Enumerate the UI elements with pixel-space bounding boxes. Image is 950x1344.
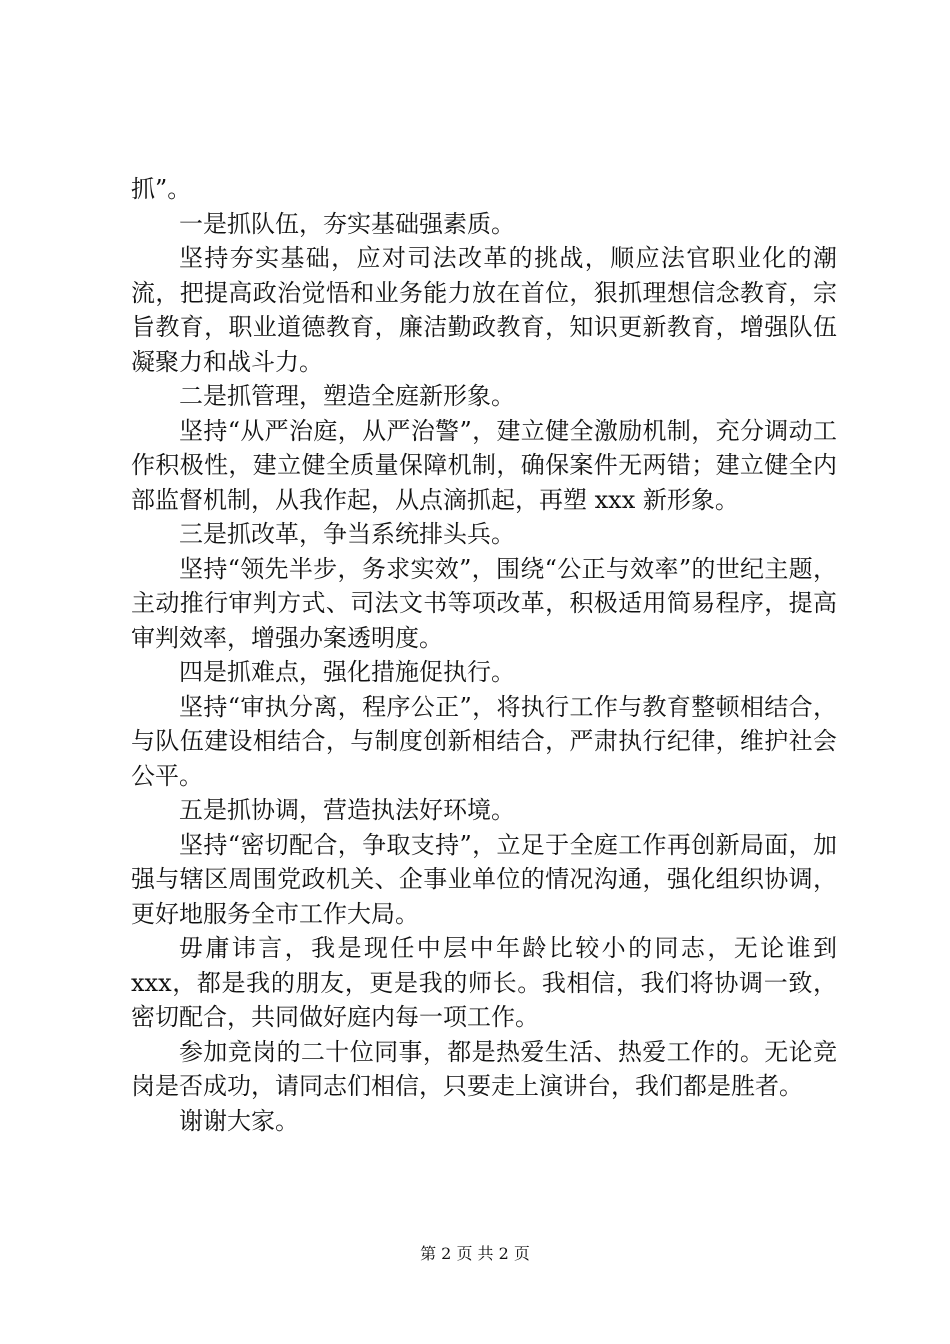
paragraph: 坚持“审执分离，程序公正”，将执行工作与教育整顿相结合，与队伍建设相结合，与制度创新相结合，严肃执行纪律，维护社会公平。	[131, 692, 837, 790]
paragraph: 坚持“密切配合，争取支持”，立足于全庭工作再创新局面，加强与辖区周围党政机关、企事业单位的情况沟通，强化组织协调，更好地服务全市工作大局。	[131, 830, 837, 928]
paragraph-heading: 四是抓难点，强化措施促执行。	[179, 658, 515, 686]
paragraph-heading: 三是抓改革，争当系统排头兵。	[179, 520, 515, 548]
page-footer: 第 2 页 共 2 页	[420, 1244, 530, 1263]
paragraph: 毋庸讳言，我是现任中层中年龄比较小的同志，无论谁到 xxx，都是我的朋友，更是我的师长。我相信，我们将协调一致，密切配合，共同做好庭内每一项工作。	[131, 934, 837, 1031]
paragraph-heading: 五是抓协调，营造执法好环境。	[179, 796, 515, 824]
paragraph: 坚持“领先半步，务求实效”，围绕“公正与效率”的世纪主题，主动推行审判方式、司法文书等项改革，积极适用简易程序，提高审判效率，增强办案透明度。	[131, 554, 837, 652]
paragraph: 坚持夯实基础，应对司法改革的挑战，顺应法官职业化的潮流，把提高政治觉悟和业务能力放在首位，狠抓理想信念教育，宗旨教育，职业道德教育，廉洁勤政教育，知识更新教育，增强队伍凝聚力和战斗力。	[131, 244, 837, 376]
paragraph: 抓”。	[131, 175, 192, 203]
paragraph: 参加竞岗的二十位同事，都是热爱生活、热爱工作的。无论竞岗是否成功，请同志们相信，只要走上演讲台，我们都是胜者。	[131, 1037, 837, 1100]
paragraph-closing: 谢谢大家。	[179, 1106, 299, 1135]
document-body	[131, 172, 837, 1138]
paragraph-heading: 二是抓管理，塑造全庭新形象。	[179, 382, 515, 410]
paragraph: 坚持“从严治庭，从严治警”，建立健全激励机制，充分调动工作积极性，建立健全质量保障机制，确保案件无两错；建立健全内部监督机制，从我作起，从点滴抓起，再塑 xxx 新形象。	[131, 416, 837, 514]
paragraph-heading: 一是抓队伍，夯实基础强素质。	[179, 209, 515, 238]
